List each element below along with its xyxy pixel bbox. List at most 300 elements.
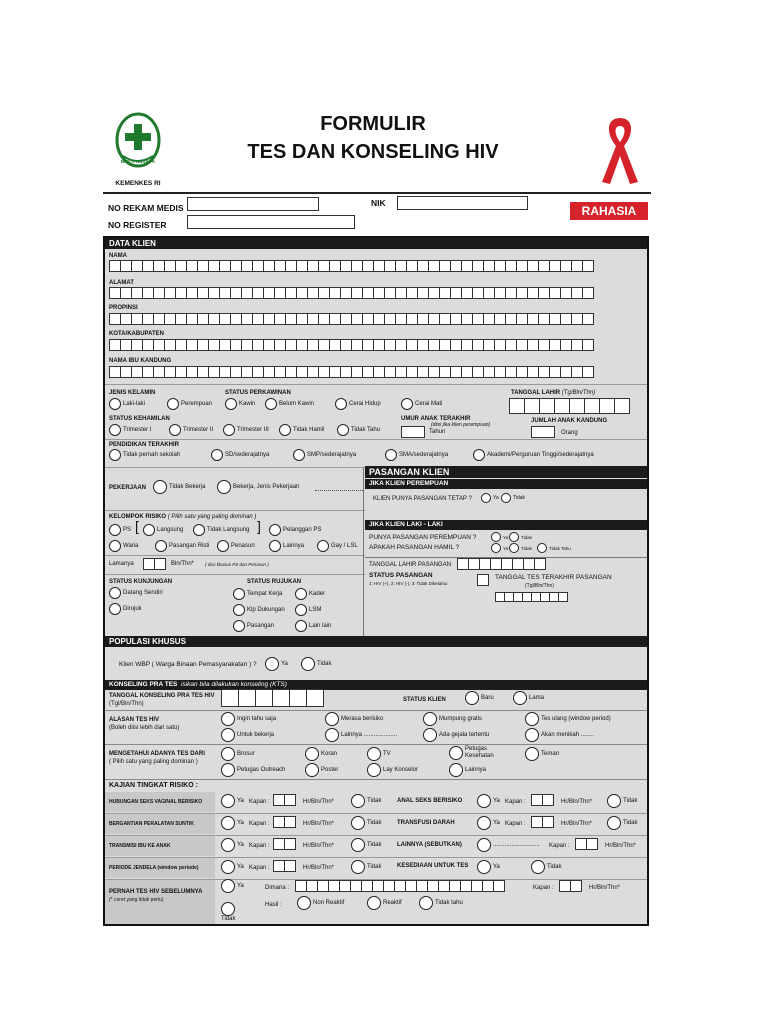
radio-icon [153,480,167,494]
option-label: Teman [541,751,560,757]
opt-petugas-outreach[interactable] [221,763,285,777]
input-cell[interactable] [582,313,594,325]
tgl-konseling-cells[interactable] [221,689,323,707]
radio-icon [109,603,121,615]
dimana-cells[interactable] [295,880,504,892]
r8-tidak[interactable] [531,860,561,874]
radio-icon [109,398,121,410]
radio-icon [335,398,347,410]
option-label: Tidak Tahu [549,545,571,551]
kapan-label: Kapan : [249,821,270,827]
lamanya-note: ( diisi khusus PS dan Penasun ) [205,562,269,567]
section-data-klien: DATA KLIEN [105,238,649,249]
option-label: Tidak tahu [435,900,463,906]
opt-laki-laki[interactable] [109,398,145,410]
hr-bln-thn-label: Hr/Bln/Thn* [303,799,335,805]
opt-smp[interactable] [293,449,356,461]
opt-lay-konselor[interactable] [367,763,418,777]
input-cell[interactable] [582,366,594,378]
option-label: Tidak [623,820,638,826]
input-cell[interactable] [509,398,525,414]
radio-icon [317,540,329,552]
input-cell[interactable] [570,880,582,892]
input-cell[interactable] [255,689,273,707]
opt-trimester-1[interactable] [109,424,151,436]
r6-kapan-cells[interactable] [575,838,597,850]
radio-icon [449,746,463,760]
option-label: Tidak pernah sekolah [123,452,181,458]
radio-icon [351,794,365,808]
option-label: Merasa berisiko [341,716,384,722]
title-line-1: FORMULIR [320,113,426,135]
opt-tidak-bekerja[interactable] [153,480,205,494]
input-cell[interactable] [238,689,256,707]
checkbox-icon [525,712,539,726]
radio-icon [477,838,491,852]
opt-penasun[interactable] [217,540,255,552]
option-label: Petugas Kesehatan [465,746,494,759]
option-label: Tidak [513,495,526,501]
opt-pasangan-risti[interactable] [155,540,209,552]
divider [105,574,365,575]
radio-icon [525,747,539,761]
opt-wbp-tidak[interactable] [301,657,331,671]
r1-tidak[interactable] [351,794,381,808]
hr-bln-thn-label: Hr/Bln/Thn* [605,843,637,849]
hr-bln-thn-label: Hr/Bln/Thn* [303,865,335,871]
option-label: Ya [237,883,244,889]
opt-hasil-tidak-tahu[interactable] [419,896,463,910]
r4-ya[interactable] [477,816,500,830]
nik-label: NIK [371,198,386,208]
radio-icon [217,480,231,494]
radio-icon [211,449,223,461]
opt-reaktif[interactable] [367,896,402,910]
umur-anak-field[interactable] [401,426,425,438]
input-cell[interactable] [554,398,570,414]
kelompok-risiko-text: KELOMPOK RISIKO [109,514,167,520]
radio-icon [221,794,235,808]
pasangan-hamil-label: APAKAH PASANGAN HAMIL ? [369,544,460,551]
divider [105,510,365,511]
opt-hamil-tidak-tahu[interactable] [537,543,571,553]
opt-klp-dukungan[interactable] [233,604,285,616]
option-label: Belum Kawin [279,401,315,407]
radio-icon [473,449,485,461]
tgl-lahir-pasangan-cells[interactable] [457,558,545,570]
input-cell[interactable] [586,838,598,850]
radio-icon [225,398,237,410]
opt-cerai-hidup[interactable] [335,398,381,410]
radio-icon [501,493,511,503]
propinsi-cells[interactable] [109,313,593,325]
opt-koran[interactable] [305,747,337,761]
opt-ingin-tahu[interactable] [221,712,276,726]
opt-tetap-ya[interactable] [481,493,499,503]
radio-icon [305,747,319,761]
kota-cells[interactable] [109,339,593,351]
option-label: Ya [503,534,509,540]
rahasia-badge: RAHASIA [570,202,648,220]
r4-kapan-cells[interactable] [531,816,553,828]
input-cell[interactable] [289,689,307,707]
opt-lsm[interactable] [295,604,321,616]
option-label: Ingin tahu saja [237,716,277,722]
opt-gay-lsl[interactable] [317,540,358,552]
option-label: Gay / LSL [331,543,358,549]
option-label: Tidak [221,916,236,922]
riwayat-ya[interactable] [221,879,244,893]
no-register-field[interactable] [187,215,355,229]
radio-icon [221,763,235,777]
option-label: Tes ulang (window period) [541,716,611,722]
radio-icon [167,398,179,410]
radio-icon [233,620,245,632]
input-cell[interactable] [284,816,296,828]
input-cell[interactable] [542,816,554,828]
input-cell[interactable] [221,689,239,707]
ibu-cells[interactable] [109,366,593,378]
red-ribbon-icon [598,112,642,188]
title-line-2: TES DAN KONSELING HIV [247,141,499,163]
input-cell[interactable] [524,398,540,414]
opt-perempuan-ya[interactable] [491,532,508,542]
input-cell[interactable] [584,398,600,414]
r4-tidak[interactable] [607,816,637,830]
opt-pelanggan-ps[interactable] [269,524,321,536]
konseling-note: isikan bila dilakukan konseling (KTS) [181,681,287,688]
input-cell[interactable] [599,398,615,414]
opt-perempuan-tidak[interactable] [509,532,532,542]
opt-tetap-tidak[interactable] [501,493,525,503]
option-label: Waria [123,543,139,549]
option-label: Tidak [367,842,382,848]
kapan-label: Kapan : [533,885,554,891]
input-cell[interactable] [614,398,630,414]
divider [105,439,649,440]
radio-icon [367,763,381,777]
input-cell[interactable] [284,860,296,872]
option-label: Tidak [367,798,382,804]
opt-merasa-berisiko[interactable] [325,712,383,726]
r7-ya[interactable] [221,860,244,874]
radio-icon [295,620,307,632]
option-label: Penasun [231,543,255,549]
tahun-label: Tahun [429,429,446,435]
nama-cells[interactable] [109,260,593,272]
input-cell[interactable] [534,558,546,570]
input-cell[interactable] [542,794,554,806]
option-label: Tempat Kerja [247,591,283,597]
opt-lain-lain[interactable] [295,620,331,632]
input-cell[interactable] [284,794,296,806]
option-label: Tidak Langsung [207,527,250,533]
radio-icon [109,449,121,461]
option-label: Datang Sendiri [123,590,163,596]
status-kunjungan-label: STATUS KUNJUNGAN [109,579,173,585]
opt-baru[interactable] [465,691,494,705]
radio-icon [385,449,397,461]
opt-untuk-bekerja[interactable] [221,728,274,742]
option-label: Reaktif [383,900,402,906]
no-rekam-medis-field[interactable] [187,197,319,211]
hr-bln-thn-label: Hr/Bln/Thn* [303,843,335,849]
r5-ya[interactable] [221,838,244,852]
radio-icon [221,879,235,893]
input-cell[interactable] [272,689,290,707]
opt-ps[interactable] [109,524,131,536]
opt-brosur[interactable] [221,747,255,761]
opt-tidak-hamil[interactable] [279,424,324,436]
tgl-tes-pasangan-cells[interactable] [495,592,567,602]
option-label: Ya [493,864,500,870]
option-label: Ya [237,798,244,804]
radio-icon [295,588,307,600]
checkbox-icon [423,728,437,742]
hr-bln-thn-label: Hr/Bln/Thn* [589,885,621,891]
option-label: Pasangan Risti [169,543,210,549]
opt-trimester-3[interactable] [223,424,269,436]
r1-ya[interactable] [221,794,244,808]
alasan-label: ALASAN TES HIV [109,717,160,723]
section-konseling-pra-tes [105,680,649,690]
radio-icon [297,896,311,910]
riwayat-kapan-cells[interactable] [559,880,581,892]
tanggal-lahir-cells[interactable] [509,398,629,414]
status-perkawinan-label: STATUS PERKAWINAN [225,390,291,396]
opt-sd[interactable] [211,449,269,461]
opt-mumpung-gratis[interactable] [423,712,482,726]
tanggal-lahir-label [511,389,595,397]
option-label: Tidak [547,864,562,870]
opt-belum-kawin[interactable] [265,398,314,410]
opt-pasangan[interactable] [233,620,274,632]
alamat-cells[interactable] [109,287,593,299]
pekerjaan-label: PEKERJAAN [109,485,147,491]
checkbox-icon [221,728,235,742]
radio-icon [269,540,281,552]
option-label: Tidak [367,864,382,870]
opt-tes-ulang[interactable] [525,712,611,726]
status-pasangan-label: STATUS PASANGAN [369,572,433,579]
riwayat-tidak[interactable] [221,902,237,922]
checkbox-icon [221,712,235,726]
r2-ya[interactable] [477,794,500,808]
sub-klien-laki: JIKA KLIEN LAKI - LAKI [365,520,649,530]
input-cell[interactable] [539,398,555,414]
option-label: Tidak Hamil [293,427,325,433]
status-rujukan-label: STATUS RUJUKAN [247,579,302,585]
opt-dirujuk[interactable] [109,603,142,615]
status-pasangan-field[interactable] [477,574,489,586]
umur-anak-note: (diisi jika klien perempuan) [431,422,491,428]
radio-icon [109,424,121,436]
propinsi-label: PROPINSI [109,305,138,311]
konseling-title: KONSELING PRA TES [109,681,178,688]
umur-anak-label: UMUR ANAK TERAKHIR [401,416,471,422]
kapan-label: Kapan : [249,865,270,871]
option-label: Dirujuk [123,606,142,612]
option-label: Ya [237,842,244,848]
kapan-label: Kapan : [505,799,526,805]
radio-icon [465,691,479,705]
opt-sma[interactable] [385,449,448,461]
r7-tidak[interactable] [351,860,381,874]
opt-lainnya[interactable] [269,540,304,552]
opt-petugas-kesehatan[interactable] [449,746,507,760]
radio-icon [265,657,279,671]
option-label: Lainnya .................... [341,732,398,738]
radio-icon [221,860,235,874]
opt-hamil-ya[interactable] [491,543,508,553]
r3-tidak[interactable] [351,816,381,830]
radio-icon [109,587,121,599]
opt-langsung[interactable] [143,524,183,536]
option-label: PS [123,527,132,533]
r5-tidak[interactable] [351,838,381,852]
option-label: Ya [237,864,244,870]
radio-icon [221,838,235,852]
radio-icon [367,747,381,761]
option-label: Ya [503,545,509,551]
riwayat-note: (* coret yang tidak perlu) [109,897,164,903]
option-label: Bekerja, Jenis Pekerjaan [233,484,300,490]
option-label: Ya [493,495,499,501]
opt-ada-gejala[interactable] [423,728,489,742]
option-label: Lain lain [309,623,332,629]
r1-kapan-cells[interactable] [273,794,295,806]
option-label: Langsung [157,527,184,533]
option-label: Trimester I [123,427,152,433]
opt-tidak-sekolah[interactable] [109,449,180,461]
option-label: Cerai Mati [415,401,443,407]
opt-bekerja[interactable] [217,480,299,494]
radio-icon [221,816,235,830]
opt-alasan-lainnya[interactable] [325,728,397,742]
tgl-lahir-pasangan-label: TANGGAL LAHIR PASANGAN [369,562,451,568]
option-label: Pasangan [247,623,275,629]
radio-icon [301,657,315,671]
orang-label: Orang [561,430,578,436]
status-pasangan-note: 1: HIV (+), 2: HIV (-), 3: Tidak Diketahui [369,581,448,586]
opt-poster[interactable] [305,763,338,777]
punya-pasangan-tetap-label: KLIEN PUNYA PASANGAN TETAP ? [373,496,472,502]
opt-kawin[interactable] [225,398,255,410]
r8-ya[interactable] [477,860,500,874]
lamanya-cells[interactable] [143,558,165,570]
option-label: TV [383,751,391,757]
opt-tv[interactable] [367,747,391,761]
hiv-test-form-page [103,100,651,928]
option-label: Brosur [237,751,255,757]
option-label: Baru [481,695,494,701]
opt-akademi[interactable] [473,449,594,461]
r6-label: LAINNYA (SEBUTKAN) [397,842,462,848]
option-label: Lainnya [465,767,487,773]
nik-field[interactable] [397,196,528,210]
r3-ya[interactable] [221,816,244,830]
opt-perempuan[interactable] [167,398,212,410]
mengetahui-label: MENGETAHUI ADANYA TES DARI [109,751,205,757]
radio-icon [155,540,167,552]
input-cell[interactable] [306,689,324,707]
r3-kapan-cells[interactable] [273,816,295,828]
opt-wbp-ya[interactable] [265,657,288,671]
option-label: SD/sederajatnya [225,452,270,458]
form-title [243,112,503,164]
input-cell[interactable] [493,880,505,892]
opt-teman[interactable] [525,747,559,761]
option-label: Tidak Bekerja [169,484,206,490]
jenis-kelamin-label: JENIS KELAMIN [109,390,156,396]
header-divider [103,192,651,194]
opt-lama[interactable] [513,691,544,705]
option-label: Tidak [521,534,532,540]
input-cell[interactable] [582,260,594,272]
option-label: Trimester II [183,427,214,433]
radio-icon [531,860,545,874]
option-label: Ada gejala tertentu [439,732,490,738]
r6-ya[interactable] [477,838,540,852]
option-label: Cerai Hidup [349,401,381,407]
opt-akan-menikah[interactable] [525,728,594,742]
option-label: Untuk bekerja [237,732,275,738]
tgl-tes-pasangan-label: TANGGAL TES TERAKHIR PASANGAN [495,574,612,581]
r3-label: BERGANTIAN PERALATAN SUNTIK [109,821,194,827]
radio-icon [537,543,547,553]
opt-non-reaktif[interactable] [297,896,344,910]
checkbox-icon [325,712,339,726]
kapan-label: Kapan : [249,843,270,849]
radio-icon [449,763,463,777]
r7-kapan-cells[interactable] [273,860,295,872]
radio-icon [509,543,519,553]
divider [105,384,649,385]
r2-kapan-cells[interactable] [531,794,553,806]
opt-tempat-kerja[interactable] [233,588,282,600]
kapan-label: Kapan : [505,821,526,827]
r2-tidak[interactable] [607,794,637,808]
kapan-label: Kapan : [249,799,270,805]
r5-kapan-cells[interactable] [273,838,295,850]
no-register-label: NO REGISTER [108,220,167,230]
opt-mengetahui-lainnya[interactable] [449,763,486,777]
input-cell[interactable] [582,287,594,299]
kajian-title: KAJIAN TINGKAT RISIKO : [109,782,198,789]
opt-hamil-tidak[interactable] [509,543,532,553]
opt-datang-sendiri[interactable] [109,587,163,599]
input-cell[interactable] [284,838,296,850]
radio-icon [477,860,491,874]
input-cell[interactable] [569,398,585,414]
input-cell[interactable] [154,558,166,570]
r5-label: TRANSMISI IBU KE ANAK [109,843,171,849]
opt-tidak-tahu[interactable] [337,424,380,436]
option-label: Akademi/Perguruan Tinggi/sederajatnya [487,452,594,458]
opt-trimester-2[interactable] [169,424,213,436]
input-cell[interactable] [558,592,568,602]
jumlah-anak-field[interactable] [531,426,555,438]
opt-tidak-langsung[interactable] [193,524,249,536]
jenis-pekerjaan-line[interactable] [315,490,363,491]
opt-cerai-mati[interactable] [401,398,442,410]
tanggal-lahir-format: (Tg/Bln/Thn) [561,390,596,396]
radio-icon [481,493,491,503]
input-cell[interactable] [582,339,594,351]
opt-kader[interactable] [295,588,325,600]
opt-waria[interactable] [109,540,138,552]
dimana-label: Dimana : [265,885,290,891]
